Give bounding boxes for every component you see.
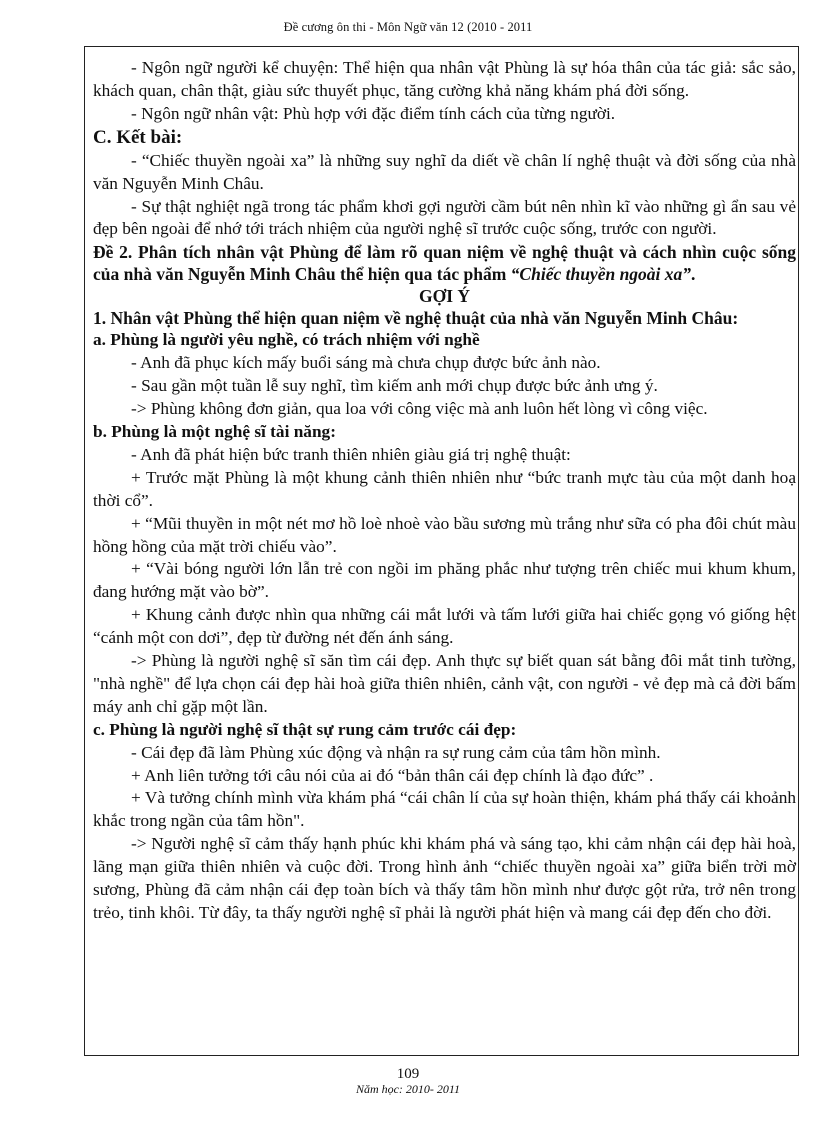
question-de-2-text: Đề 2. Phân tích nhân vật Phùng để làm rõ quan niệm về nghệ thuật và cách nhìn cuộc sống của nhà văn Nguyễn Minh Châu thể hiện qua tác phẩm — [93, 242, 796, 285]
paragraph-c-2: + Anh liên tưởng tới câu nói của ai đó “bản thân cái đẹp chính là đạo đức” . — [131, 765, 654, 785]
work-title: “Chiếc thuyền ngoài xa” — [510, 264, 692, 285]
paragraph-c-4: -> Người nghệ sĩ cảm thấy hạnh phúc khi khám phá và sáng tạo, khi cảm nhận cái đẹp hài hoà, lãng mạn giữa thiên nhiên và cuộc đời. Trong hình ảnh “chiếc thuyền ngoài xa” giữa biển trời mờ sương, Phùng đã cảm nhận cái đẹp toàn bích và thấy tâm hồn mình như được gột rửa, trở nên trong trẻo, tinh khôi. Từ đây, ta thấy người nghệ sĩ phải là người phát hiện và mang cái đẹp đến cho đời. — [93, 834, 796, 922]
subheading-a: a. Phùng là người yêu nghề, có trách nhiệm với nghề — [93, 330, 480, 350]
page-number: 109 — [396, 1066, 420, 1082]
school-year: Năm học: 2010- 2011 — [355, 1082, 461, 1096]
question-de-2-end: . — [691, 264, 696, 285]
paragraph-a-3: -> Phùng không đơn giản, qua loa với công việc mà anh luôn hết lòng vì công việc. — [131, 399, 708, 419]
subheading-c: c. Phùng là người nghệ sĩ thật sự rung cảm trước cái đẹp: — [93, 719, 517, 739]
section-heading-1: 1. Nhân vật Phùng thể hiện quan niệm về nghệ thuật của nhà văn Nguyễn Minh Châu: — [93, 308, 739, 329]
section-heading-conclusion: C. Kết bài: — [93, 126, 183, 148]
paragraph-a-2: - Sau gần một tuần lễ suy nghĩ, tìm kiếm anh mới chụp được bức ảnh ưng ý. — [131, 376, 658, 396]
paragraph-conclusion-2: - Sự thật nghiệt ngã trong tác phẩm khơi gợi người cầm bút nên nhìn kĩ vào những gì ẩn sau vẻ đẹp bên ngoài để nhớ tới trách nhiệm của người nghệ sĩ trước cuộc sống, trước con người. — [93, 196, 796, 239]
paragraph-conclusion-1: - “Chiếc thuyền ngoài xa” là những suy nghĩ da diết về chân lí nghệ thuật và đời sống của nhà văn Nguyễn Minh Châu. — [93, 150, 796, 193]
document-body — [93, 57, 796, 925]
paragraph-b-5: + Khung cảnh được nhìn qua những cái mắt lưới và tấm lưới giữa hai chiếc gọng vó giống hệt “cánh một con dơi”, đẹp từ đường nét đến ánh sáng. — [93, 605, 796, 648]
paragraph-b-3: + “Mũi thuyền in một nét mơ hồ loè nhoè vào bầu sương mù trắng như sữa có pha đôi chút màu hồng hồng của mặt trời chiếu vào”. — [93, 513, 796, 556]
paragraph-c-3: + Và tưởng chính mình vừa khám phá “cái chân lí của sự hoàn thiện, khám phá thấy cái khoảnh khắc trong ngần của tâm hồn". — [93, 788, 796, 831]
paragraph-c-1: - Cái đẹp đã làm Phùng xúc động và nhận ra sự rung cảm của tâm hồn mình. — [131, 742, 661, 762]
subheading-b: b. Phùng là một nghệ sĩ tài năng: — [93, 421, 336, 441]
suggestion-heading: GỢI Ý — [418, 286, 471, 307]
paragraph-b-1: - Anh đã phát hiện bức tranh thiên nhiên giàu giá trị nghệ thuật: — [131, 444, 571, 464]
paragraph-character-language: - Ngôn ngữ nhân vật: Phù hợp với đặc điểm tính cách của từng người. — [131, 103, 616, 123]
page-header: Đề cương ôn thi - Môn Ngữ văn 12 (2010 - 2011 — [283, 20, 533, 34]
paragraph-a-1: - Anh đã phục kích mấy buổi sáng mà chưa chụp được bức ảnh nào. — [131, 353, 601, 373]
paragraph-narrator-language: - Ngôn ngữ người kể chuyện: Thể hiện qua nhân vật Phùng là sự hóa thân của tác giả: sắc sảo, khách quan, chân thật, giàu sức thuyết phục, tăng cường khả năng khám phá đời sống. — [93, 58, 796, 100]
paragraph-b-2: + Trước mặt Phùng là một khung cảnh thiên nhiên như “bức tranh mực tàu của một danh hoạ thời cổ”. — [93, 467, 796, 510]
paragraph-b-4: + “Vài bóng người lớn lẫn trẻ con ngồi im phăng phắc như tượng trên chiếc mui khum khum, đang hướng mặt vào bờ”. — [93, 559, 796, 602]
question-de-2 — [93, 241, 796, 285]
paragraph-b-6: -> Phùng là người nghệ sĩ săn tìm cái đẹp. Anh thực sự biết quan sát bằng đôi mắt tinh tường, "nhà nghề" để lựa chọn cái đẹp hài hoà giữa thiên nhiên, cảnh vật, con người - vẻ đẹp mà cả đời bấm máy anh chỉ gặp một lần. — [93, 651, 796, 716]
